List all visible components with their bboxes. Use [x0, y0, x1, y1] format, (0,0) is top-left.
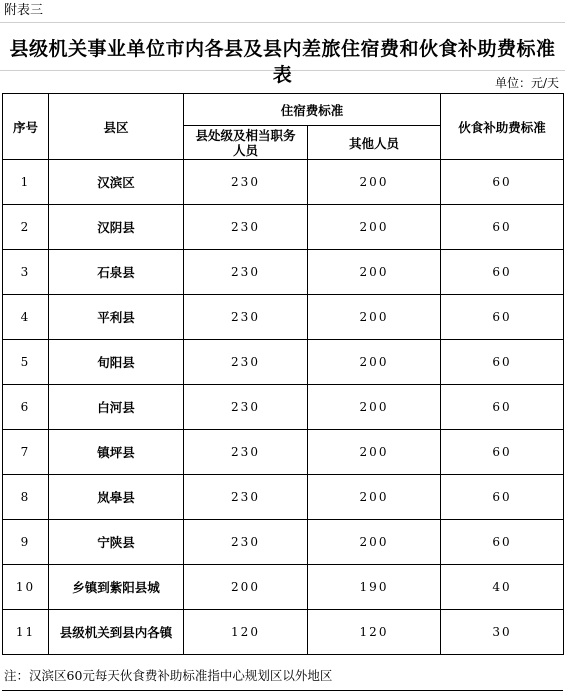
unit-label: 单位：元/天 [494, 76, 559, 90]
table-row [3, 565, 564, 610]
cell-meal: 60 [441, 295, 564, 340]
cell-meal: 60 [441, 205, 564, 250]
cell-lodging-other: 200 [308, 520, 441, 565]
table-row [3, 385, 564, 430]
cell-seq: 11 [3, 610, 49, 655]
header-lodging-senior: 县处级及相当职务人员 [184, 126, 308, 160]
cell-lodging-senior: 230 [184, 250, 308, 295]
table-row [3, 250, 564, 295]
cell-lodging-senior: 200 [184, 565, 308, 610]
cell-meal: 60 [441, 520, 564, 565]
table-row [3, 160, 564, 205]
cell-lodging-senior: 230 [184, 385, 308, 430]
table-row [3, 610, 564, 655]
cell-county: 宁陕县 [49, 520, 184, 565]
cell-county: 汉滨区 [49, 160, 184, 205]
cell-lodging-senior: 230 [184, 205, 308, 250]
sheet-border [2, 690, 563, 691]
cell-seq: 5 [3, 340, 49, 385]
table-row [3, 430, 564, 475]
cell-meal: 60 [441, 430, 564, 475]
cell-lodging-other: 200 [308, 160, 441, 205]
cell-meal: 60 [441, 250, 564, 295]
cell-meal: 60 [441, 475, 564, 520]
cell-seq: 7 [3, 430, 49, 475]
table-title: 县级机关事业单位市内各县及县内差旅住宿费和伙食补助费标准表 [9, 38, 556, 86]
cell-lodging-other: 200 [308, 250, 441, 295]
cell-lodging-senior: 230 [184, 475, 308, 520]
cell-meal: 40 [441, 565, 564, 610]
cell-meal: 60 [441, 340, 564, 385]
standards-table [2, 93, 564, 655]
cell-seq: 2 [3, 205, 49, 250]
cell-lodging-other: 200 [308, 430, 441, 475]
cell-lodging-senior: 230 [184, 430, 308, 475]
cell-seq: 4 [3, 295, 49, 340]
cell-county: 镇坪县 [49, 430, 184, 475]
cell-lodging-senior: 230 [184, 340, 308, 385]
sheet-gridline [0, 22, 565, 23]
header-lodging-other: 其他人员 [308, 126, 441, 160]
cell-lodging-senior: 230 [184, 520, 308, 565]
table-row [3, 475, 564, 520]
footnote: 注：汉滨区60元每天伙食费补助标准指中心规划区以外地区 [4, 668, 333, 683]
cell-lodging-other: 200 [308, 205, 441, 250]
cell-lodging-other: 200 [308, 475, 441, 520]
cell-lodging-senior: 230 [184, 160, 308, 205]
header-meal: 伙食补助费标准 [441, 94, 564, 160]
cell-lodging-other: 190 [308, 565, 441, 610]
cell-seq: 3 [3, 250, 49, 295]
cell-meal: 60 [441, 385, 564, 430]
cell-county: 石泉县 [49, 250, 184, 295]
cell-lodging-other: 200 [308, 295, 441, 340]
table-row [3, 340, 564, 385]
cell-lodging-other: 120 [308, 610, 441, 655]
header-lodging-group: 住宿费标准 [184, 94, 441, 126]
header-county: 县区 [49, 94, 184, 160]
table-row [3, 295, 564, 340]
cell-lodging-other: 200 [308, 385, 441, 430]
cell-county: 旬阳县 [49, 340, 184, 385]
cell-county: 白河县 [49, 385, 184, 430]
cell-county: 岚皋县 [49, 475, 184, 520]
header-seq: 序号 [3, 94, 49, 160]
table-body [3, 160, 564, 655]
cell-lodging-senior: 120 [184, 610, 308, 655]
cell-seq: 6 [3, 385, 49, 430]
cell-seq: 10 [3, 565, 49, 610]
cell-county: 汉阴县 [49, 205, 184, 250]
cell-county: 县级机关到县内各镇 [49, 610, 184, 655]
cell-seq: 8 [3, 475, 49, 520]
appendix-label: 附表三 [4, 3, 44, 18]
cell-lodging-senior: 230 [184, 295, 308, 340]
cell-lodging-other: 200 [308, 340, 441, 385]
cell-meal: 30 [441, 610, 564, 655]
table-row [3, 205, 564, 250]
cell-seq: 9 [3, 520, 49, 565]
cell-county: 乡镇到紫阳县城 [49, 565, 184, 610]
cell-county: 平利县 [49, 295, 184, 340]
cell-meal: 60 [441, 160, 564, 205]
cell-seq: 1 [3, 160, 49, 205]
table-row [3, 520, 564, 565]
